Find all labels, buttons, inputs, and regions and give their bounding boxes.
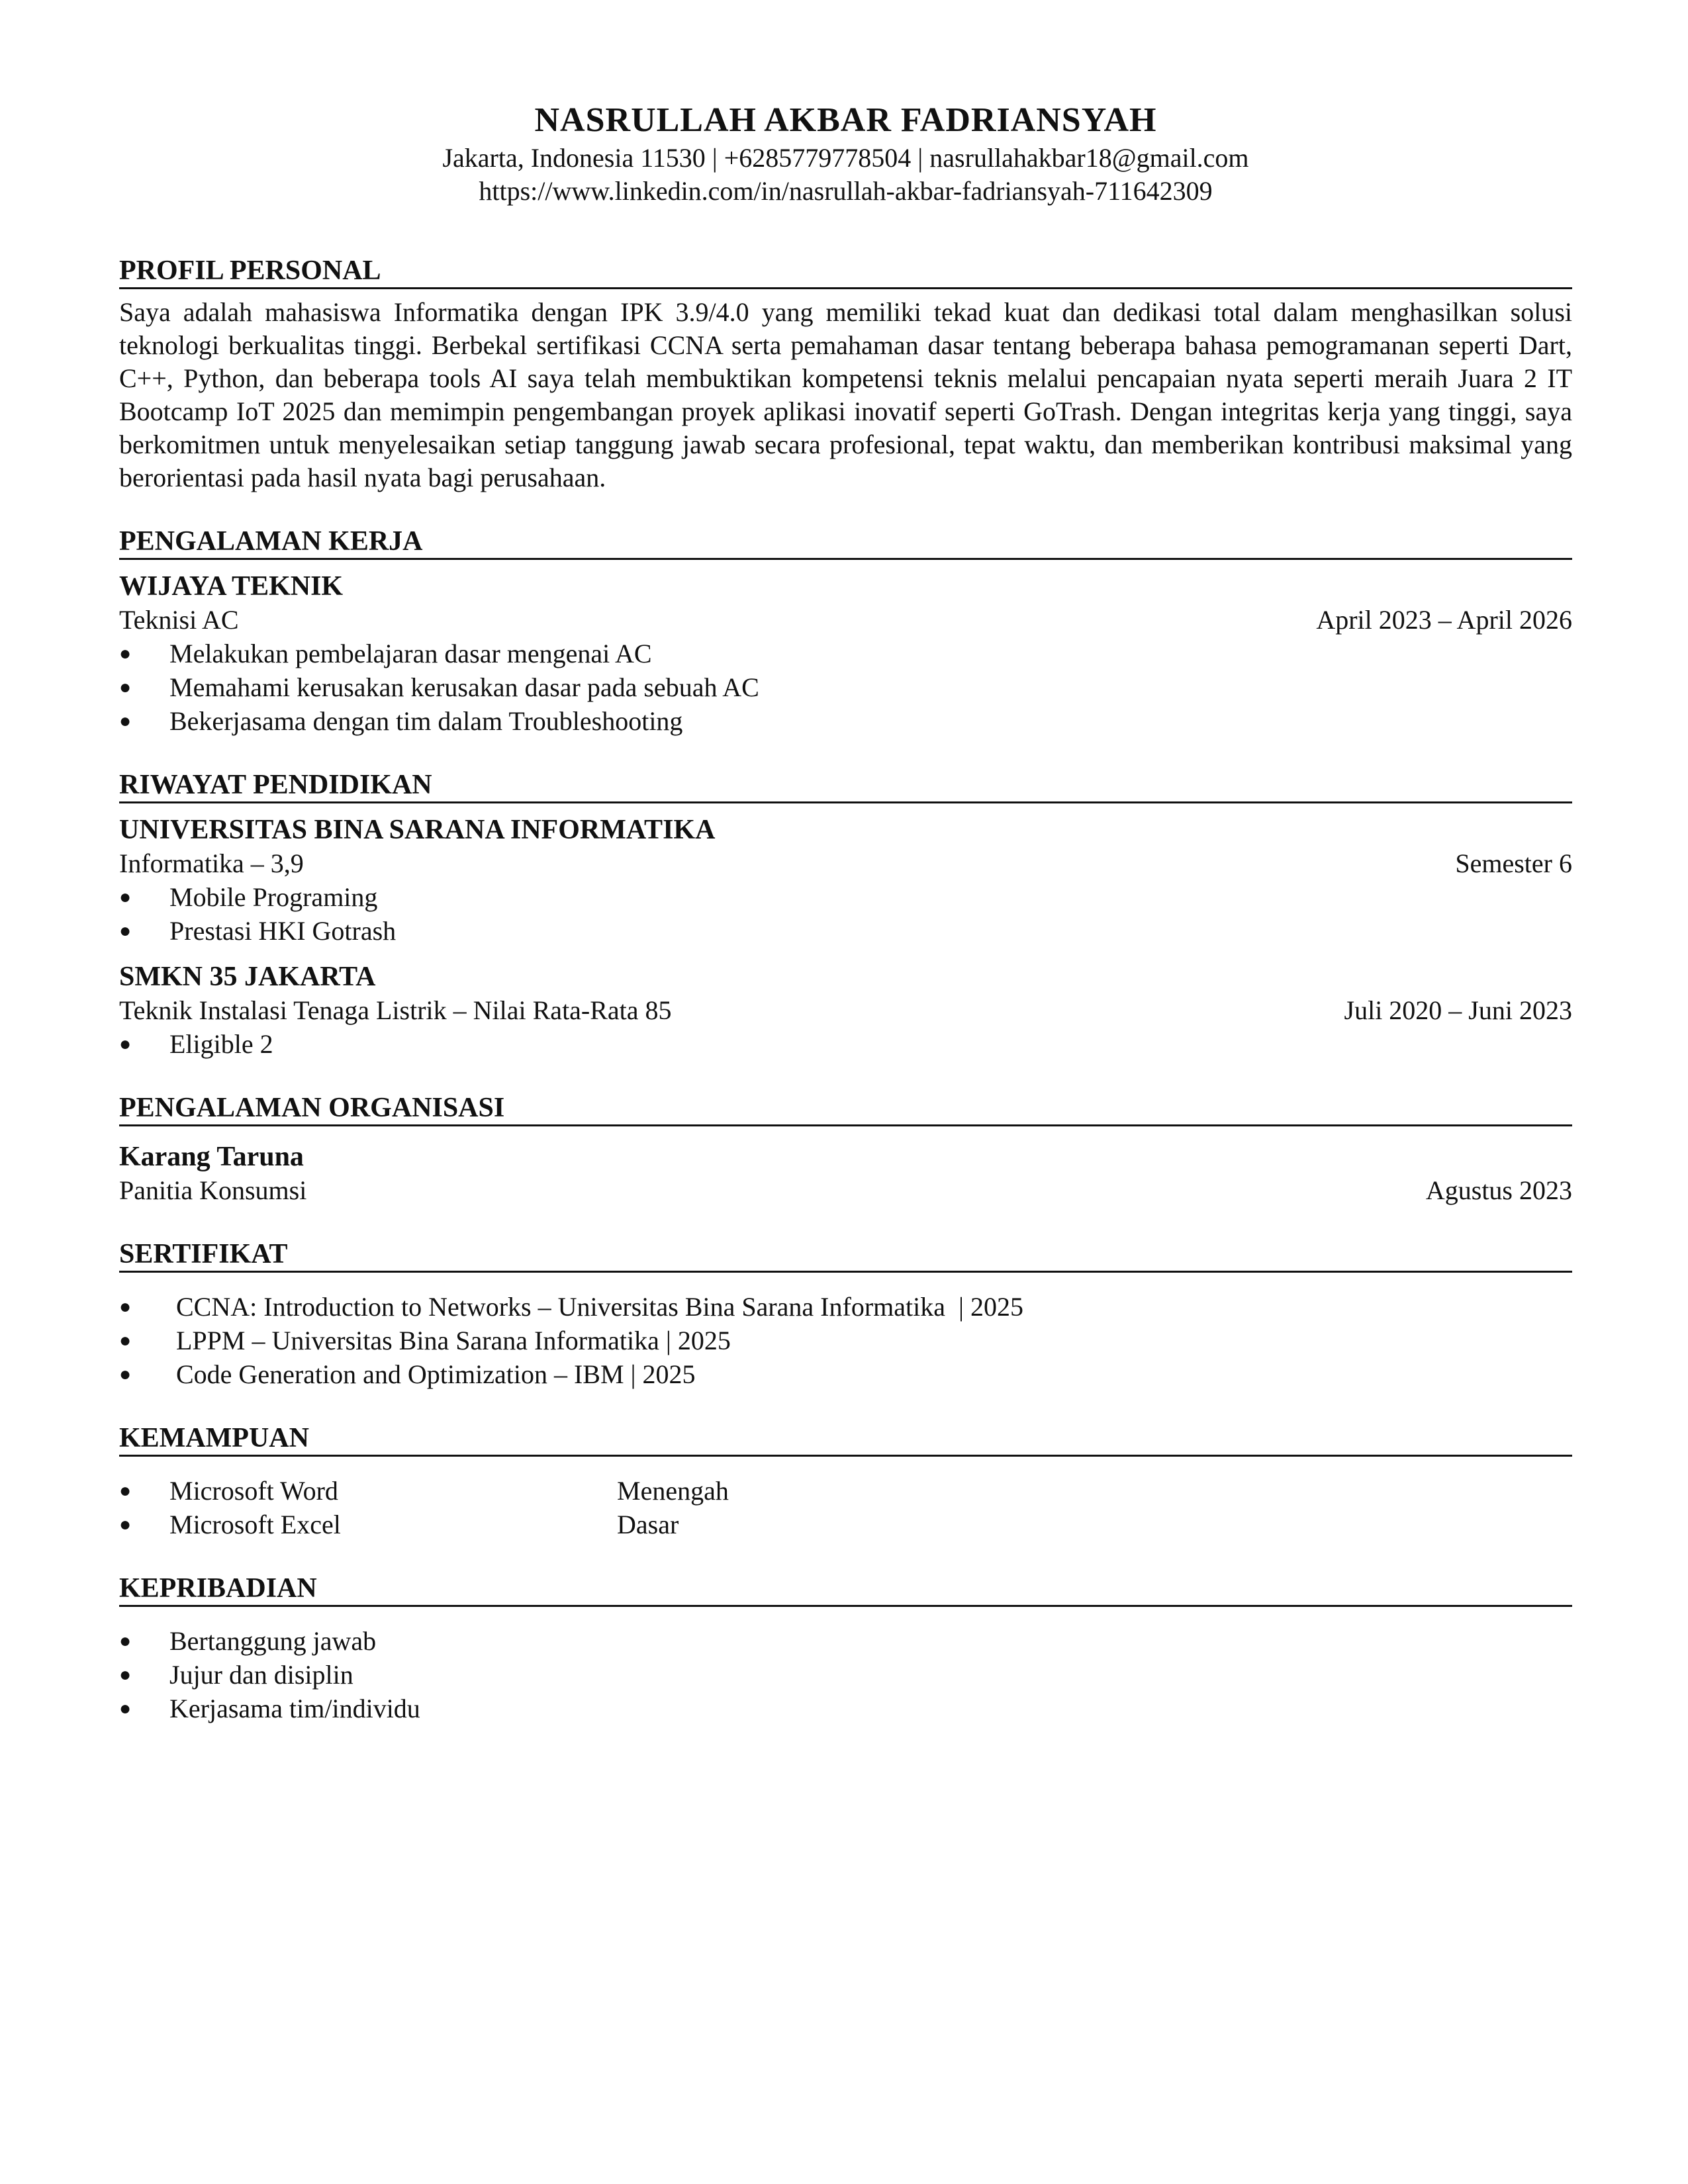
- education-entry: [119, 960, 1572, 1061]
- work-role-row: [119, 604, 1572, 637]
- bullet-icon: ●: [119, 886, 132, 908]
- personality-text: Kerjasama tim/individu: [169, 1694, 420, 1723]
- personality-text: Bertanggung jawab: [169, 1626, 377, 1656]
- skills-list: [119, 1474, 1572, 1541]
- bullet-text: Bekerjasama dengan tim dalam Troubleshooting: [169, 706, 683, 736]
- section-certificates: [119, 1238, 1572, 1391]
- school-name: SMKN 35 JAKARTA: [119, 962, 376, 992]
- full-name: NASRULLAH AKBAR FADRIANSYAH: [534, 101, 1157, 139]
- list-item: [119, 670, 1572, 704]
- list-item: [119, 637, 1572, 670]
- education-bullets: [119, 880, 1572, 948]
- section-title-profile: PROFIL PERSONAL: [119, 254, 1572, 289]
- bullet-icon: ●: [119, 676, 132, 698]
- list-item: [119, 1290, 1572, 1324]
- bullet-icon: ●: [119, 1698, 132, 1719]
- list-item: [119, 1692, 1572, 1725]
- bullet-text: Eligible 2: [169, 1029, 273, 1059]
- bullet-text: Melakukan pembelajaran dasar mengenai AC: [169, 639, 652, 668]
- section-education: [119, 768, 1572, 1061]
- resume-page: [119, 93, 1572, 1725]
- bullet-icon: ●: [119, 920, 132, 942]
- education-entry: [119, 813, 1572, 948]
- education-detail: Informatika – 3,9: [119, 848, 304, 878]
- bullet-icon: ●: [119, 1630, 132, 1652]
- education-period: Juli 2020 – Juni 2023: [1344, 995, 1572, 1025]
- section-work-experience: [119, 525, 1572, 738]
- bullet-text: Mobile Programing: [169, 882, 378, 912]
- list-item: [119, 1508, 1572, 1541]
- education-period: Semester 6: [1455, 848, 1572, 878]
- skill-name: Microsoft Excel: [169, 1510, 341, 1539]
- section-title-work-experience: PENGALAMAN KERJA: [119, 525, 1572, 560]
- bullet-icon: ●: [119, 1033, 132, 1055]
- section-title-personality: KEPRIBADIAN: [119, 1572, 1572, 1607]
- bullet-icon: ●: [119, 710, 132, 732]
- bullet-icon: ●: [119, 1363, 132, 1385]
- school-name: UNIVERSITAS BINA SARANA INFORMATIKA: [119, 815, 716, 845]
- profile-text: Saya adalah mahasiswa Informatika dengan IPK 3.9/4.0 yang memiliki tekad kuat dan dedikasi total dalam menghasilkan solusi teknologi berkualitas tinggi. Berbekal sertifikasi CCNA serta pemahaman dasar tentang beberapa bahasa pemogramanan seperti Dart, C++, Python, dan beberapa tools AI saya telah membuktikan kompetensi teknis melalui pencapaian nyata seperti meraih Juara 2 IT Bootcamp IoT 2025 dan memimpin pengembangan proyek aplikasi inovatif seperti GoTrash. Dengan integritas kerja yang tinggi, saya berkomitmen untuk menyelesaikan setiap tanggung jawab secara profesional, tepat waktu, dan memberikan kontribusi maksimal yang berorientasi pada hasil nyata bagi perusahaan.: [119, 297, 1572, 492]
- section-organization: [119, 1091, 1572, 1207]
- bullet-icon: ●: [119, 1664, 132, 1686]
- education-detail-row: [119, 847, 1572, 880]
- bullet-icon: ●: [119, 643, 132, 664]
- personality-list: [119, 1624, 1572, 1725]
- list-item: [119, 1624, 1572, 1658]
- list-item: [119, 704, 1572, 738]
- work-bullets: [119, 637, 1572, 738]
- list-item: [119, 1324, 1572, 1357]
- list-item: [119, 1357, 1572, 1391]
- certificate-text: Code Generation and Optimization – IBM | 2025: [176, 1359, 696, 1389]
- skill-level: Menengah: [617, 1476, 729, 1506]
- organization-period: Agustus 2023: [1425, 1175, 1572, 1205]
- certificate-list: [119, 1290, 1572, 1391]
- section-profile: [119, 254, 1572, 494]
- organization-name: Karang Taruna: [119, 1142, 304, 1172]
- bullet-icon: ●: [119, 1296, 132, 1318]
- list-item: [119, 1658, 1572, 1692]
- bullet-icon: ●: [119, 1514, 132, 1535]
- education-bullets: [119, 1027, 1572, 1061]
- section-title-organization: PENGALAMAN ORGANISASI: [119, 1091, 1572, 1126]
- contact-info: Jakarta, Indonesia 11530 | +6285779778504 | nasrullahakbar18@gmail.com: [442, 143, 1249, 173]
- skill-level: Dasar: [617, 1510, 679, 1539]
- bullet-icon: ●: [119, 1480, 132, 1502]
- skill-name: Microsoft Word: [169, 1476, 338, 1506]
- linkedin-url: https://www.linkedin.com/in/nasrullah-akbar-fadriansyah-711642309: [479, 176, 1213, 206]
- list-item: [119, 880, 1572, 914]
- list-item: [119, 914, 1572, 948]
- bullet-icon: ●: [119, 1330, 132, 1351]
- section-personality: [119, 1572, 1572, 1725]
- job-period: April 2023 – April 2026: [1316, 605, 1572, 635]
- organization-role: Panitia Konsumsi: [119, 1175, 307, 1205]
- resume-header: [119, 99, 1572, 208]
- organization-role-row: [119, 1174, 1572, 1207]
- job-role: Teknisi AC: [119, 605, 239, 635]
- section-title-certificates: SERTIFIKAT: [119, 1238, 1572, 1273]
- bullet-text: Memahami kerusakan kerusakan dasar pada sebuah AC: [169, 672, 759, 702]
- section-skills: [119, 1422, 1572, 1541]
- education-detail-row: [119, 994, 1572, 1027]
- company-name: WIJAYA TEKNIK: [119, 571, 344, 602]
- bullet-text: Prestasi HKI Gotrash: [169, 916, 397, 946]
- list-item: [119, 1027, 1572, 1061]
- section-title-education: RIWAYAT PENDIDIKAN: [119, 768, 1572, 803]
- section-title-skills: KEMAMPUAN: [119, 1422, 1572, 1457]
- education-detail: Teknik Instalasi Tenaga Listrik – Nilai Rata-Rata 85: [119, 995, 672, 1025]
- organization-entry: [119, 1140, 1572, 1207]
- certificate-text: LPPM – Universitas Bina Sarana Informatika | 2025: [176, 1326, 731, 1355]
- personality-text: Jujur dan disiplin: [169, 1660, 353, 1690]
- list-item: [119, 1474, 1572, 1508]
- work-entry: [119, 569, 1572, 738]
- certificate-text: CCNA: Introduction to Networks – Universitas Bina Sarana Informatika | 2025: [176, 1292, 1023, 1322]
